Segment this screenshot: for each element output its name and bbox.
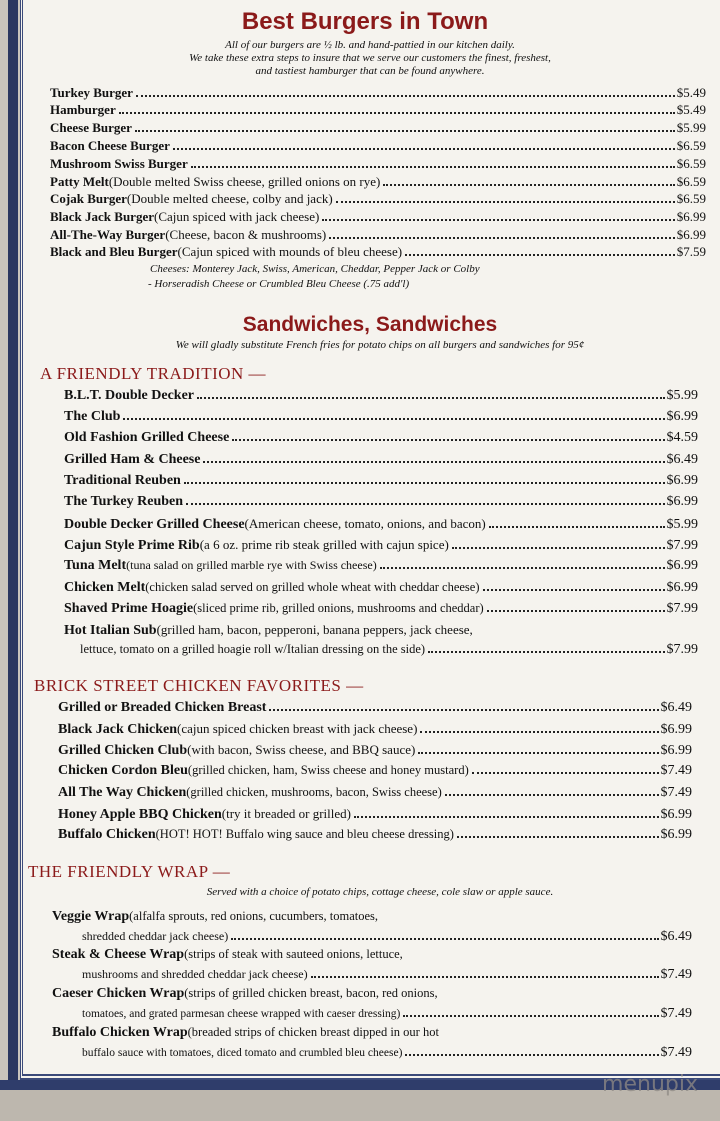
menu-item: Black Jack Chicken (cajun spiced chicken breast with jack cheese) $6.99 xyxy=(58,721,692,737)
menu-item: Buffalo Chicken (HOT! HOT! Buffalo wing sauce and bleu cheese dressing) $6.99 xyxy=(58,827,692,842)
sandwiches-note: We will gladly substitute French fries for potato chips on all burgers and sandwiches for 95¢ xyxy=(175,339,585,351)
menu-item: Veggie Wrap (alfalfa sprouts, red onions, cucumbers, tomatoes, xyxy=(52,909,379,924)
menu-item: Black Jack Burger (Cajun spiced with jack cheese) $6.99 xyxy=(50,209,706,224)
menu-item: Bacon Cheese Burger $6.59 xyxy=(50,138,706,153)
menu-item: Turkey Burger $5.49 xyxy=(50,85,706,100)
burgers-title: Best Burgers in Town xyxy=(241,8,489,35)
menu-item-continued: tomatoes, and grated parmesan cheese wrapped with caeser dressing) $7.49 xyxy=(82,1006,692,1021)
menu-item: All The Way Chicken (grilled chicken, mushrooms, bacon, Swiss cheese) $7.49 xyxy=(58,785,692,800)
menu-item: Caeser Chicken Wrap (strips of grilled chicken breast, bacon, red onions, xyxy=(52,986,438,1001)
menu-item: All-The-Way Burger (Cheese, bacon & mushrooms) $6.99 xyxy=(50,227,706,242)
menu-item: Steak & Cheese Wrap (strips of steak with sauteed onions, lettuce, xyxy=(52,947,403,962)
cheese-note-2: - Horseradish Cheese or Crumbled Bleu Cheese (.75 add'l) xyxy=(148,278,410,290)
menu-item-continued: mushrooms and shredded cheddar jack cheese) $7.49 xyxy=(82,967,692,982)
burgers-intro-1: All of our burgers are ½ lb. and hand-pattied in our kitchen daily. xyxy=(225,39,515,51)
menu-item: Buffalo Chicken Wrap (breaded strips of chicken breast dipped in our hot xyxy=(52,1025,439,1040)
menu-item: Chicken Cordon Bleu (grilled chicken, ham, Swiss cheese and honey mustard) $7.49 xyxy=(58,763,692,778)
menu-item-continued: shredded cheddar jack cheese) $6.49 xyxy=(82,929,692,944)
menu-item: Grilled Chicken Club (with bacon, Swiss cheese, and BBQ sauce) $6.99 xyxy=(58,742,692,758)
burgers-intro-3: and tastiest hamburger that can be found anywhere. xyxy=(255,65,485,77)
menu-item: Black and Bleu Burger (Cajun spiced with mounds of bleu cheese) $7.59 xyxy=(50,244,706,259)
wrap-heading: THE FRIENDLY WRAP — xyxy=(28,862,231,881)
menu-item: Shaved Prime Hoagie (sliced prime rib, grilled onions, mushrooms and cheddar) $7.99 xyxy=(64,601,698,616)
left-border-bar xyxy=(8,0,18,1086)
menu-item: Cajun Style Prime Rib (a 6 oz. prime rib steak grilled with cajun spice) $7.99 xyxy=(64,537,698,553)
menu-item: Honey Apple BBQ Chicken (try it breaded or grilled) $6.99 xyxy=(58,806,692,822)
menu-item: Tuna Melt (tuna salad on grilled marble rye with Swiss cheese) $6.99 xyxy=(64,558,698,573)
menu-item: Grilled Ham & Cheese $6.49 xyxy=(64,452,698,467)
menu-item: Cojak Burger (Double melted cheese, colby and jack) $6.59 xyxy=(50,191,706,206)
menu-item: Grilled or Breaded Chicken Breast $6.49 xyxy=(58,700,692,715)
wrap-note: Served with a choice of potato chips, cottage cheese, cole slaw or apple sauce. xyxy=(206,886,554,898)
menu-item: Cheese Burger $5.99 xyxy=(50,120,706,135)
menu-item: Hot Italian Sub (grilled ham, bacon, pepperoni, banana peppers, jack cheese, xyxy=(64,622,473,638)
burgers-intro-2: We take these extra steps to insure that we serve our customers the finest, freshest, xyxy=(189,52,551,64)
menu-item: The Club $6.99 xyxy=(64,409,698,424)
menu-item: Chicken Melt (chicken salad served on grilled whole wheat with cheddar cheese) $6.99 xyxy=(64,580,698,595)
menu-item: B.L.T. Double Decker $5.99 xyxy=(64,388,698,403)
sandwiches-title: Sandwiches, Sandwiches xyxy=(242,313,498,336)
menu-item: The Turkey Reuben $6.99 xyxy=(64,494,698,509)
menu-item: Patty Melt (Double melted Swiss cheese, grilled onions on rye) $6.59 xyxy=(50,174,706,189)
menu-item: Traditional Reuben $6.99 xyxy=(64,473,698,488)
chicken-heading: BRICK STREET CHICKEN FAVORITES — xyxy=(34,676,364,695)
menu-item: Old Fashion Grilled Cheese $4.59 xyxy=(64,430,698,445)
cheese-note-1: Cheeses: Monterey Jack, Swiss, American, Cheddar, Pepper Jack or Colby xyxy=(150,263,480,275)
menu-item: Double Decker Grilled Cheese (American cheese, tomato, onions, and bacon) $5.99 xyxy=(64,516,698,532)
menu-item-continued: lettuce, tomato on a grilled hoagie roll w/Italian dressing on the side) $7.99 xyxy=(80,642,698,657)
menu-item-continued: buffalo sauce with tomatoes, diced tomato and crumbled bleu cheese) $7.49 xyxy=(82,1045,692,1060)
tradition-heading: A FRIENDLY TRADITION — xyxy=(40,364,267,383)
menu-item: Mushroom Swiss Burger $6.59 xyxy=(50,156,706,171)
watermark: menupix xyxy=(602,1072,698,1097)
menu-item: Hamburger $5.49 xyxy=(50,102,706,117)
